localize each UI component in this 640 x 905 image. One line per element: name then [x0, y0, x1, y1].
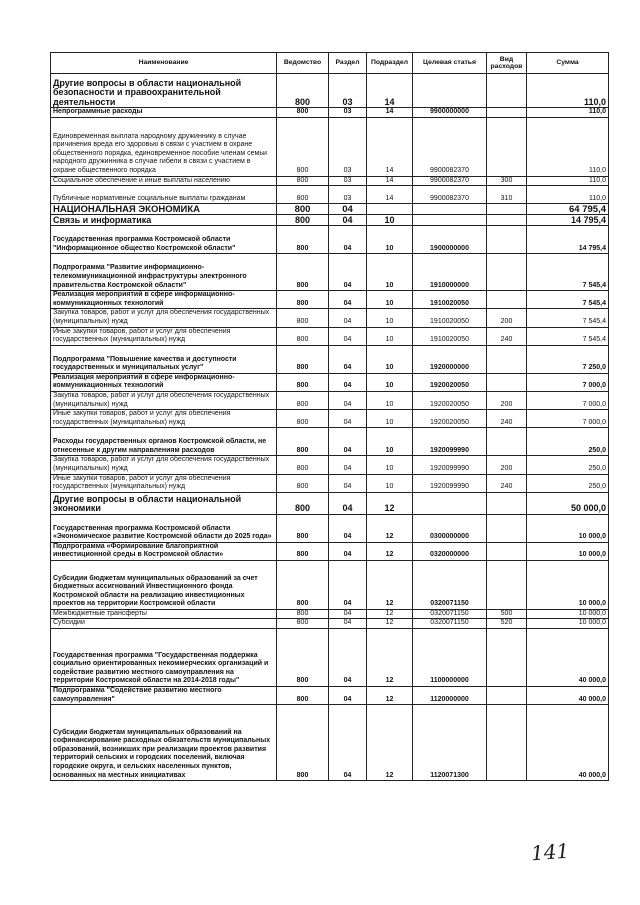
cell-target	[413, 215, 487, 226]
table-row	[51, 428, 609, 456]
cell-kind	[487, 514, 527, 542]
table-row	[51, 186, 609, 204]
table-row	[51, 226, 609, 254]
table-row	[51, 629, 609, 687]
cell-section: 04	[329, 629, 367, 687]
cell-name: Иные закупки товаров, работ и услуг для обеспечения государственных (муниципальных) нужд	[51, 410, 277, 428]
cell-sum: 14 795,4	[527, 226, 609, 254]
cell-sum: 7 545,4	[527, 291, 609, 309]
cell-kind	[487, 345, 527, 373]
cell-sum: 250,0	[527, 474, 609, 492]
cell-dept: 800	[277, 474, 329, 492]
cell-dept: 800	[277, 186, 329, 204]
cell-target: 1910000000	[413, 254, 487, 291]
cell-name: Социальное обеспечение и иные выплаты населению	[51, 176, 277, 186]
cell-name: Подпрограмма "Развитие информационно-телекоммуникационной инфраструктуры электронного правительства Костромской области"	[51, 254, 277, 291]
cell-dept: 800	[277, 560, 329, 609]
cell-sum: 110,0	[527, 74, 609, 108]
cell-target	[413, 204, 487, 215]
cell-kind	[487, 108, 527, 118]
cell-subsection: 14	[367, 108, 413, 118]
cell-name: Подпрограмма "Содействие развитию местного самоуправления"	[51, 687, 277, 705]
cell-target: 9900082370	[413, 176, 487, 186]
cell-target: 1920099990	[413, 474, 487, 492]
cell-sum: 40 000,0	[527, 705, 609, 781]
cell-section: 04	[329, 204, 367, 215]
table-row	[51, 373, 609, 391]
cell-kind	[487, 215, 527, 226]
cell-subsection: 10	[367, 215, 413, 226]
table-row	[51, 391, 609, 409]
cell-section: 04	[329, 492, 367, 514]
cell-name: Связь и информатика	[51, 215, 277, 226]
cell-kind	[487, 705, 527, 781]
cell-name: Закупка товаров, работ и услуг для обеспечения государственных (муниципальных) нужд	[51, 309, 277, 327]
cell-kind: 200	[487, 456, 527, 474]
cell-section: 04	[329, 226, 367, 254]
cell-section: 03	[329, 117, 367, 176]
cell-target	[413, 74, 487, 108]
table-row	[51, 474, 609, 492]
cell-kind	[487, 254, 527, 291]
table-body	[51, 74, 609, 781]
budget-table	[50, 52, 609, 781]
cell-sum: 40 000,0	[527, 687, 609, 705]
cell-name: Государственная программа Костромской области "Информационное общество Костромской области"	[51, 226, 277, 254]
col-header-subsection: Подраздел	[367, 53, 413, 74]
cell-subsection: 12	[367, 687, 413, 705]
cell-subsection: 14	[367, 186, 413, 204]
table-row	[51, 204, 609, 215]
cell-kind	[487, 687, 527, 705]
cell-subsection: 12	[367, 492, 413, 514]
cell-dept: 800	[277, 391, 329, 409]
cell-name: Единовременная выплата народному дружиннику в случае причинения вреда его здоровью в связи с участием в охране общественного порядка, единовременное пособие членам семьи народного дружинника в случае гибели в связи с участием в охране общественного порядка	[51, 117, 277, 176]
cell-subsection: 10	[367, 391, 413, 409]
cell-sum: 7 545,4	[527, 309, 609, 327]
cell-section: 04	[329, 619, 367, 629]
table-row	[51, 254, 609, 291]
cell-dept: 800	[277, 226, 329, 254]
cell-section: 04	[329, 254, 367, 291]
cell-sum: 250,0	[527, 456, 609, 474]
cell-target: 1910020050	[413, 309, 487, 327]
cell-section: 04	[329, 309, 367, 327]
cell-kind	[487, 560, 527, 609]
cell-target: 1920020050	[413, 391, 487, 409]
cell-subsection: 14	[367, 176, 413, 186]
cell-kind	[487, 492, 527, 514]
cell-target: 1920099990	[413, 428, 487, 456]
col-header-section: Раздел	[329, 53, 367, 74]
col-header-dept: Ведомство	[277, 53, 329, 74]
cell-name: Субсидии бюджетам муниципальных образований за счет бюджетных ассигнований Инвестиционного фонда Костромской области на реализацию инвестиционных проектов на территории Костромской области	[51, 560, 277, 609]
cell-subsection: 12	[367, 609, 413, 619]
cell-kind: 300	[487, 176, 527, 186]
table-row	[51, 687, 609, 705]
cell-target	[413, 492, 487, 514]
budget-table-sheet	[50, 52, 608, 781]
cell-target: 1100000000	[413, 629, 487, 687]
table-row	[51, 542, 609, 560]
cell-dept: 800	[277, 609, 329, 619]
cell-subsection: 12	[367, 560, 413, 609]
cell-dept: 800	[277, 629, 329, 687]
cell-kind	[487, 291, 527, 309]
cell-sum: 64 795,4	[527, 204, 609, 215]
cell-subsection: 12	[367, 619, 413, 629]
cell-section: 04	[329, 345, 367, 373]
cell-dept: 800	[277, 428, 329, 456]
cell-subsection: 10	[367, 456, 413, 474]
cell-sum: 50 000,0	[527, 492, 609, 514]
cell-subsection: 14	[367, 74, 413, 108]
cell-kind	[487, 373, 527, 391]
cell-dept: 800	[277, 492, 329, 514]
cell-target: 1920000000	[413, 345, 487, 373]
table-row	[51, 327, 609, 345]
cell-sum: 7 250,0	[527, 345, 609, 373]
table-row	[51, 609, 609, 619]
cell-name: Расходы государственных органов Костромской области, не отнесенные к другим направлениям расходов	[51, 428, 277, 456]
cell-subsection: 12	[367, 705, 413, 781]
cell-kind	[487, 542, 527, 560]
cell-sum: 110,0	[527, 176, 609, 186]
cell-name: Закупка товаров, работ и услуг для обеспечения государственных (муниципальных) нужд	[51, 456, 277, 474]
cell-kind: 240	[487, 474, 527, 492]
cell-subsection: 10	[367, 254, 413, 291]
cell-dept: 800	[277, 345, 329, 373]
cell-dept: 800	[277, 542, 329, 560]
table-row	[51, 117, 609, 176]
cell-target: 9900082370	[413, 186, 487, 204]
table-row	[51, 291, 609, 309]
cell-target: 1920099990	[413, 456, 487, 474]
cell-name: Реализация мероприятий в сфере информационно-коммуникационных технологий	[51, 373, 277, 391]
cell-section: 04	[329, 514, 367, 542]
cell-dept: 800	[277, 410, 329, 428]
cell-section: 04	[329, 705, 367, 781]
cell-name: Подпрограмма "Повышение качества и доступности государственных и муниципальных услуг"	[51, 345, 277, 373]
cell-name: Государственная программа "Государственная поддержка социально ориентированных некоммерческих организаций и содействие развитию местного самоуправления на территории Костромской области на 2014-2018 годы"	[51, 629, 277, 687]
cell-target: 9900000000	[413, 108, 487, 118]
cell-dept: 800	[277, 176, 329, 186]
table-row	[51, 176, 609, 186]
cell-subsection: 10	[367, 474, 413, 492]
cell-target: 0320071150	[413, 619, 487, 629]
cell-dept: 800	[277, 327, 329, 345]
cell-subsection: 10	[367, 291, 413, 309]
col-header-sum: Сумма	[527, 53, 609, 74]
cell-dept: 800	[277, 687, 329, 705]
cell-sum: 110,0	[527, 108, 609, 118]
cell-sum: 7 000,0	[527, 410, 609, 428]
cell-dept: 800	[277, 619, 329, 629]
cell-name: Иные закупки товаров, работ и услуг для обеспечения государственных (муниципальных) нужд	[51, 327, 277, 345]
cell-section: 03	[329, 186, 367, 204]
cell-dept: 800	[277, 117, 329, 176]
cell-sum: 10 000,0	[527, 609, 609, 619]
cell-target: 1920020050	[413, 410, 487, 428]
cell-section: 04	[329, 391, 367, 409]
cell-sum: 110,0	[527, 117, 609, 176]
cell-sum: 14 795,4	[527, 215, 609, 226]
cell-section: 04	[329, 327, 367, 345]
cell-section: 03	[329, 176, 367, 186]
cell-dept: 800	[277, 705, 329, 781]
cell-kind: 520	[487, 619, 527, 629]
cell-sum: 110,0	[527, 186, 609, 204]
cell-name: Реализация мероприятий в сфере информационно-коммуникационных технологий	[51, 291, 277, 309]
table-row	[51, 619, 609, 629]
cell-kind: 200	[487, 391, 527, 409]
cell-subsection: 10	[367, 226, 413, 254]
cell-target: 1120071300	[413, 705, 487, 781]
cell-name: Межбюджетные трансферты	[51, 609, 277, 619]
cell-subsection: 10	[367, 309, 413, 327]
cell-section: 04	[329, 373, 367, 391]
cell-dept: 800	[277, 309, 329, 327]
table-row	[51, 345, 609, 373]
cell-dept: 800	[277, 215, 329, 226]
cell-section: 04	[329, 609, 367, 619]
cell-subsection: 10	[367, 373, 413, 391]
cell-kind	[487, 204, 527, 215]
cell-sum: 7 545,4	[527, 254, 609, 291]
cell-kind	[487, 629, 527, 687]
cell-name: Другие вопросы в области национальной безопасности и правоохранительной деятельности	[51, 74, 277, 108]
cell-name: Субсидии бюджетам муниципальных образований на софинансирование расходных обязательств муниципальных образований, возникших при реализации проектов развития территорий сельских и городских поселений, включая городские округа, и сельских населенных пунктов, основанных на местных инициативах	[51, 705, 277, 781]
table-row	[51, 514, 609, 542]
cell-target: 9900082370	[413, 117, 487, 176]
table-row	[51, 492, 609, 514]
cell-sum: 40 000,0	[527, 629, 609, 687]
cell-sum: 250,0	[527, 428, 609, 456]
cell-target: 1120000000	[413, 687, 487, 705]
cell-name: Подпрограмма «Формирование благоприятной инвестиционной среды в Костромской области»	[51, 542, 277, 560]
cell-target: 1910020050	[413, 327, 487, 345]
cell-dept: 800	[277, 108, 329, 118]
cell-section: 04	[329, 410, 367, 428]
cell-section: 04	[329, 542, 367, 560]
cell-name: Непрограммные расходы	[51, 108, 277, 118]
table-row	[51, 410, 609, 428]
cell-name: Государственная программа Костромской области «Экономическое развитие Костромской области до 2025 года»	[51, 514, 277, 542]
cell-kind: 200	[487, 309, 527, 327]
cell-name: НАЦИОНАЛЬНАЯ ЭКОНОМИКА	[51, 204, 277, 215]
cell-target: 0320000000	[413, 542, 487, 560]
cell-dept: 800	[277, 373, 329, 391]
cell-target: 0300000000	[413, 514, 487, 542]
cell-sum: 10 000,0	[527, 619, 609, 629]
cell-sum: 7 545,4	[527, 327, 609, 345]
cell-target: 0320071150	[413, 560, 487, 609]
cell-section: 03	[329, 108, 367, 118]
cell-section: 04	[329, 428, 367, 456]
cell-name: Иные закупки товаров, работ и услуг для обеспечения государственных (муниципальных) нужд	[51, 474, 277, 492]
cell-name: Публичные нормативные социальные выплаты гражданам	[51, 186, 277, 204]
cell-subsection: 14	[367, 117, 413, 176]
col-header-kind: Вид расходов	[487, 53, 527, 74]
table-row	[51, 560, 609, 609]
table-header-row	[51, 53, 609, 74]
cell-kind: 240	[487, 410, 527, 428]
cell-kind	[487, 428, 527, 456]
cell-section: 03	[329, 74, 367, 108]
cell-name: Закупка товаров, работ и услуг для обеспечения государственных (муниципальных) нужд	[51, 391, 277, 409]
cell-section: 04	[329, 215, 367, 226]
cell-kind	[487, 226, 527, 254]
col-header-name: Наименование	[51, 53, 277, 74]
cell-section: 04	[329, 474, 367, 492]
cell-subsection: 12	[367, 629, 413, 687]
table-row	[51, 74, 609, 108]
cell-sum: 7 000,0	[527, 391, 609, 409]
cell-sum: 7 000,0	[527, 373, 609, 391]
cell-name: Субсидии	[51, 619, 277, 629]
cell-dept: 800	[277, 204, 329, 215]
cell-subsection: 10	[367, 410, 413, 428]
cell-target: 1910020050	[413, 291, 487, 309]
cell-kind	[487, 74, 527, 108]
cell-kind: 240	[487, 327, 527, 345]
table-row	[51, 215, 609, 226]
cell-kind: 500	[487, 609, 527, 619]
cell-dept: 800	[277, 291, 329, 309]
cell-subsection	[367, 204, 413, 215]
cell-target: 1900000000	[413, 226, 487, 254]
cell-sum: 10 000,0	[527, 542, 609, 560]
cell-subsection: 12	[367, 514, 413, 542]
cell-subsection: 10	[367, 327, 413, 345]
cell-subsection: 12	[367, 542, 413, 560]
cell-kind: 310	[487, 186, 527, 204]
handwritten-page-number: 141	[530, 838, 570, 866]
cell-subsection: 10	[367, 428, 413, 456]
cell-kind	[487, 117, 527, 176]
table-row	[51, 108, 609, 118]
cell-sum: 10 000,0	[527, 514, 609, 542]
col-header-target: Целевая статья	[413, 53, 487, 74]
cell-section: 04	[329, 456, 367, 474]
table-row	[51, 705, 609, 781]
cell-section: 04	[329, 560, 367, 609]
cell-section: 04	[329, 687, 367, 705]
cell-target: 1920020050	[413, 373, 487, 391]
cell-dept: 800	[277, 254, 329, 291]
cell-dept: 800	[277, 514, 329, 542]
cell-section: 04	[329, 291, 367, 309]
cell-sum: 10 000,0	[527, 560, 609, 609]
cell-name: Другие вопросы в области национальной экономики	[51, 492, 277, 514]
cell-dept: 800	[277, 74, 329, 108]
cell-target: 0320071150	[413, 609, 487, 619]
table-row	[51, 309, 609, 327]
cell-dept: 800	[277, 456, 329, 474]
table-row	[51, 456, 609, 474]
cell-subsection: 10	[367, 345, 413, 373]
